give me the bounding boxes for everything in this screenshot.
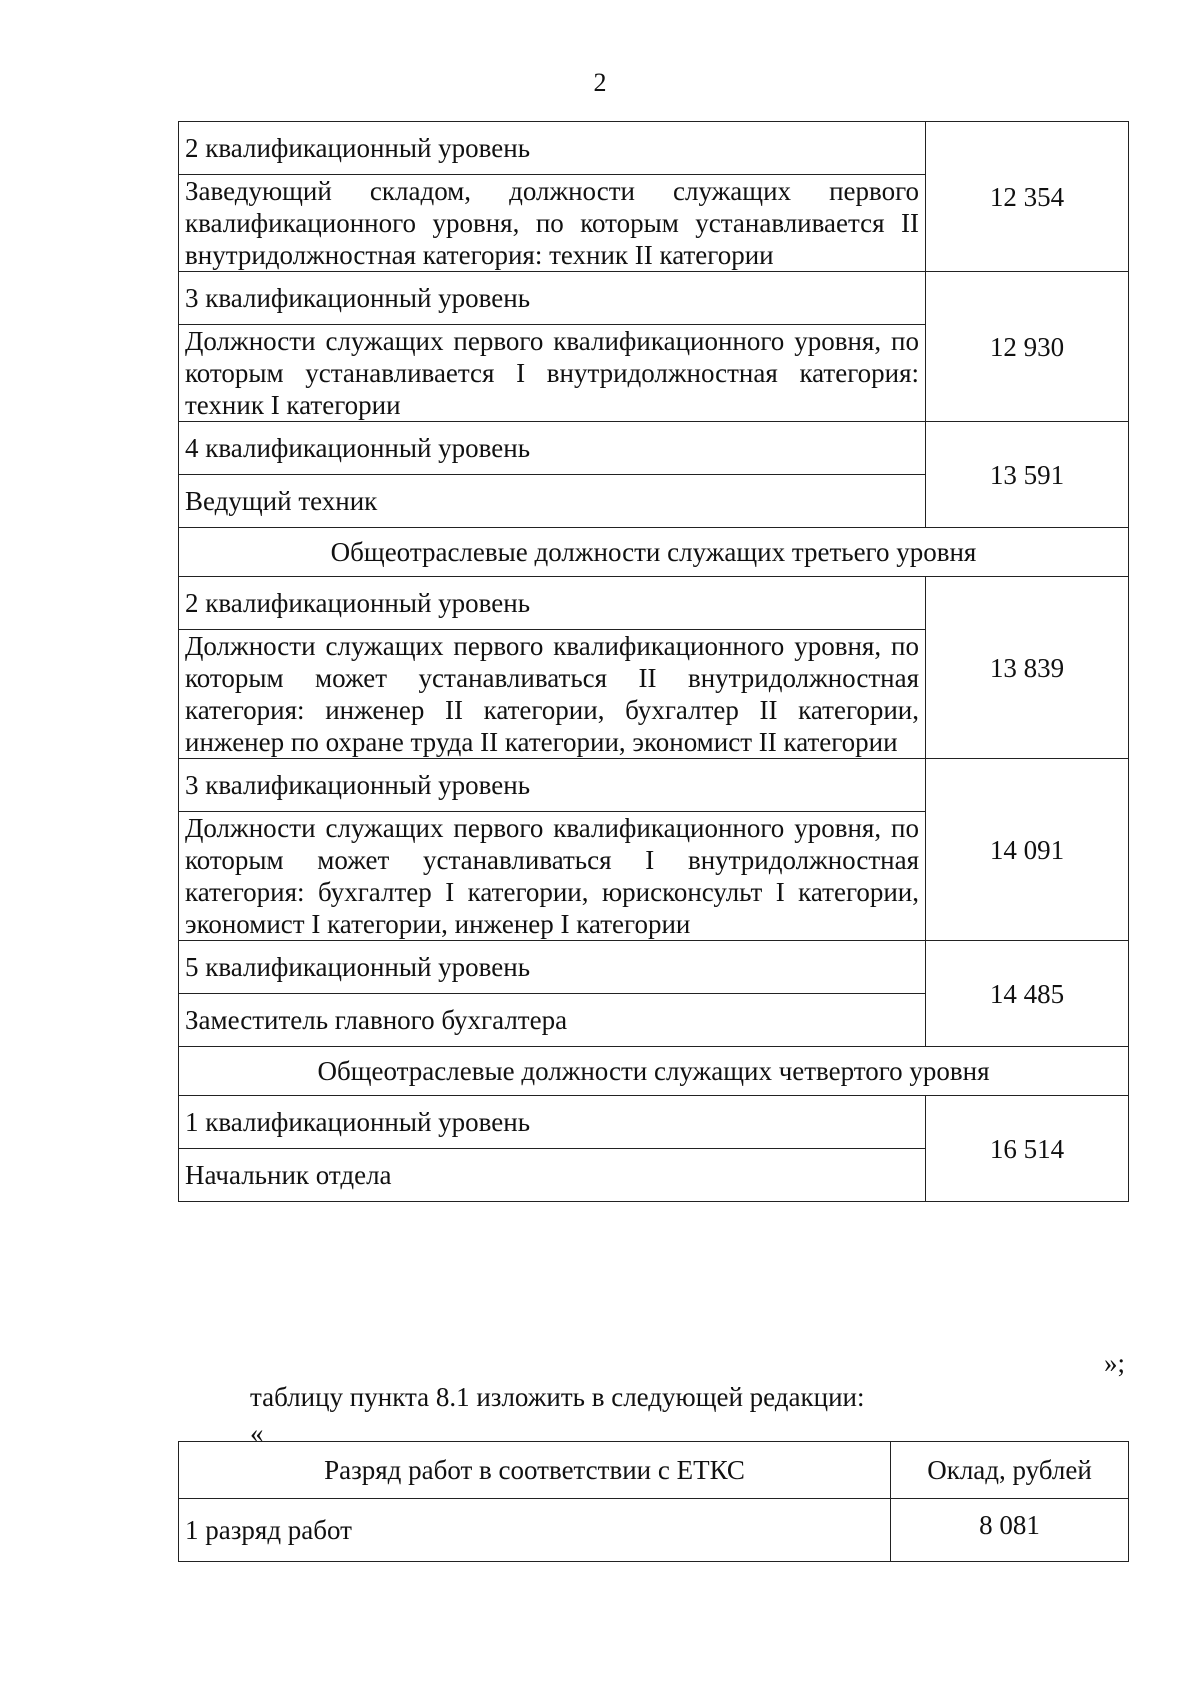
position-description: Должности служащих первого квалификационного уровня, по которым может устанавливаться I внутридолжностная категория: бухгалтер I категории, юрисконсульт I категории, экономист I категории, инженер I категории — [179, 812, 926, 941]
salary-table — [178, 121, 1129, 1202]
table-row — [179, 577, 1129, 630]
section-heading: Общеотраслевые должности служащих третьего уровня — [179, 528, 1129, 577]
table-row — [179, 1499, 1129, 1562]
qualification-level: 3 квалификационный уровень — [179, 759, 926, 812]
page-number: 2 — [593, 68, 607, 97]
rank-cell: 1 разряд работ — [179, 1499, 891, 1562]
column-header-salary: Оклад, рублей — [891, 1442, 1129, 1499]
table-row — [179, 272, 1129, 325]
salary-value: 14 485 — [926, 941, 1129, 1047]
table-row — [179, 941, 1129, 994]
salary-value: 16 514 — [926, 1096, 1129, 1202]
qualification-level: 1 квалификационный уровень — [179, 1096, 926, 1149]
position-description: Начальник отдела — [179, 1149, 926, 1202]
salary-value: 12 930 — [926, 272, 1129, 422]
closing-quote: »; — [1104, 1348, 1126, 1378]
qualification-level: 2 квалификационный уровень — [179, 122, 926, 175]
column-header-rank: Разряд работ в соответствии с ЕТКС — [179, 1442, 891, 1499]
table-row — [179, 422, 1129, 475]
position-description: Должности служащих первого квалификационного уровня, по которым устанавливается I внутридолжностная категория: техник I категории — [179, 325, 926, 422]
table-header-row — [179, 1442, 1129, 1499]
instruction-text: таблицу пункта 8.1 изложить в следующей редакции: — [250, 1382, 865, 1412]
salary-value: 12 354 — [926, 122, 1129, 272]
salary-value: 14 091 — [926, 759, 1129, 941]
rank-salary-table — [178, 1441, 1129, 1562]
opening-quote: « — [250, 1418, 264, 1448]
position-description: Должности служащих первого квалификационного уровня, по которым может устанавливаться II внутридолжностная категория: инженер II категории, бухгалтер II категории, инженер по охране труда II категории, экономист II категории — [179, 630, 926, 759]
section-row — [179, 1047, 1129, 1096]
section-row — [179, 528, 1129, 577]
table-row — [179, 759, 1129, 812]
salary-value: 13 839 — [926, 577, 1129, 759]
qualification-level: 4 квалификационный уровень — [179, 422, 926, 475]
position-description: Ведущий техник — [179, 475, 926, 528]
position-description: Заведующий складом, должности служащих первого квалификационного уровня, по которым устанавливается II внутридолжностная категория: техник II категории — [179, 175, 926, 272]
salary-cell: 8 081 — [891, 1499, 1129, 1562]
table-row — [179, 1096, 1129, 1149]
table-row — [179, 122, 1129, 175]
section-heading: Общеотраслевые должности служащих четвертого уровня — [179, 1047, 1129, 1096]
salary-value: 13 591 — [926, 422, 1129, 528]
qualification-level: 5 квалификационный уровень — [179, 941, 926, 994]
position-description: Заместитель главного бухгалтера — [179, 994, 926, 1047]
qualification-level: 2 квалификационный уровень — [179, 577, 926, 630]
qualification-level: 3 квалификационный уровень — [179, 272, 926, 325]
